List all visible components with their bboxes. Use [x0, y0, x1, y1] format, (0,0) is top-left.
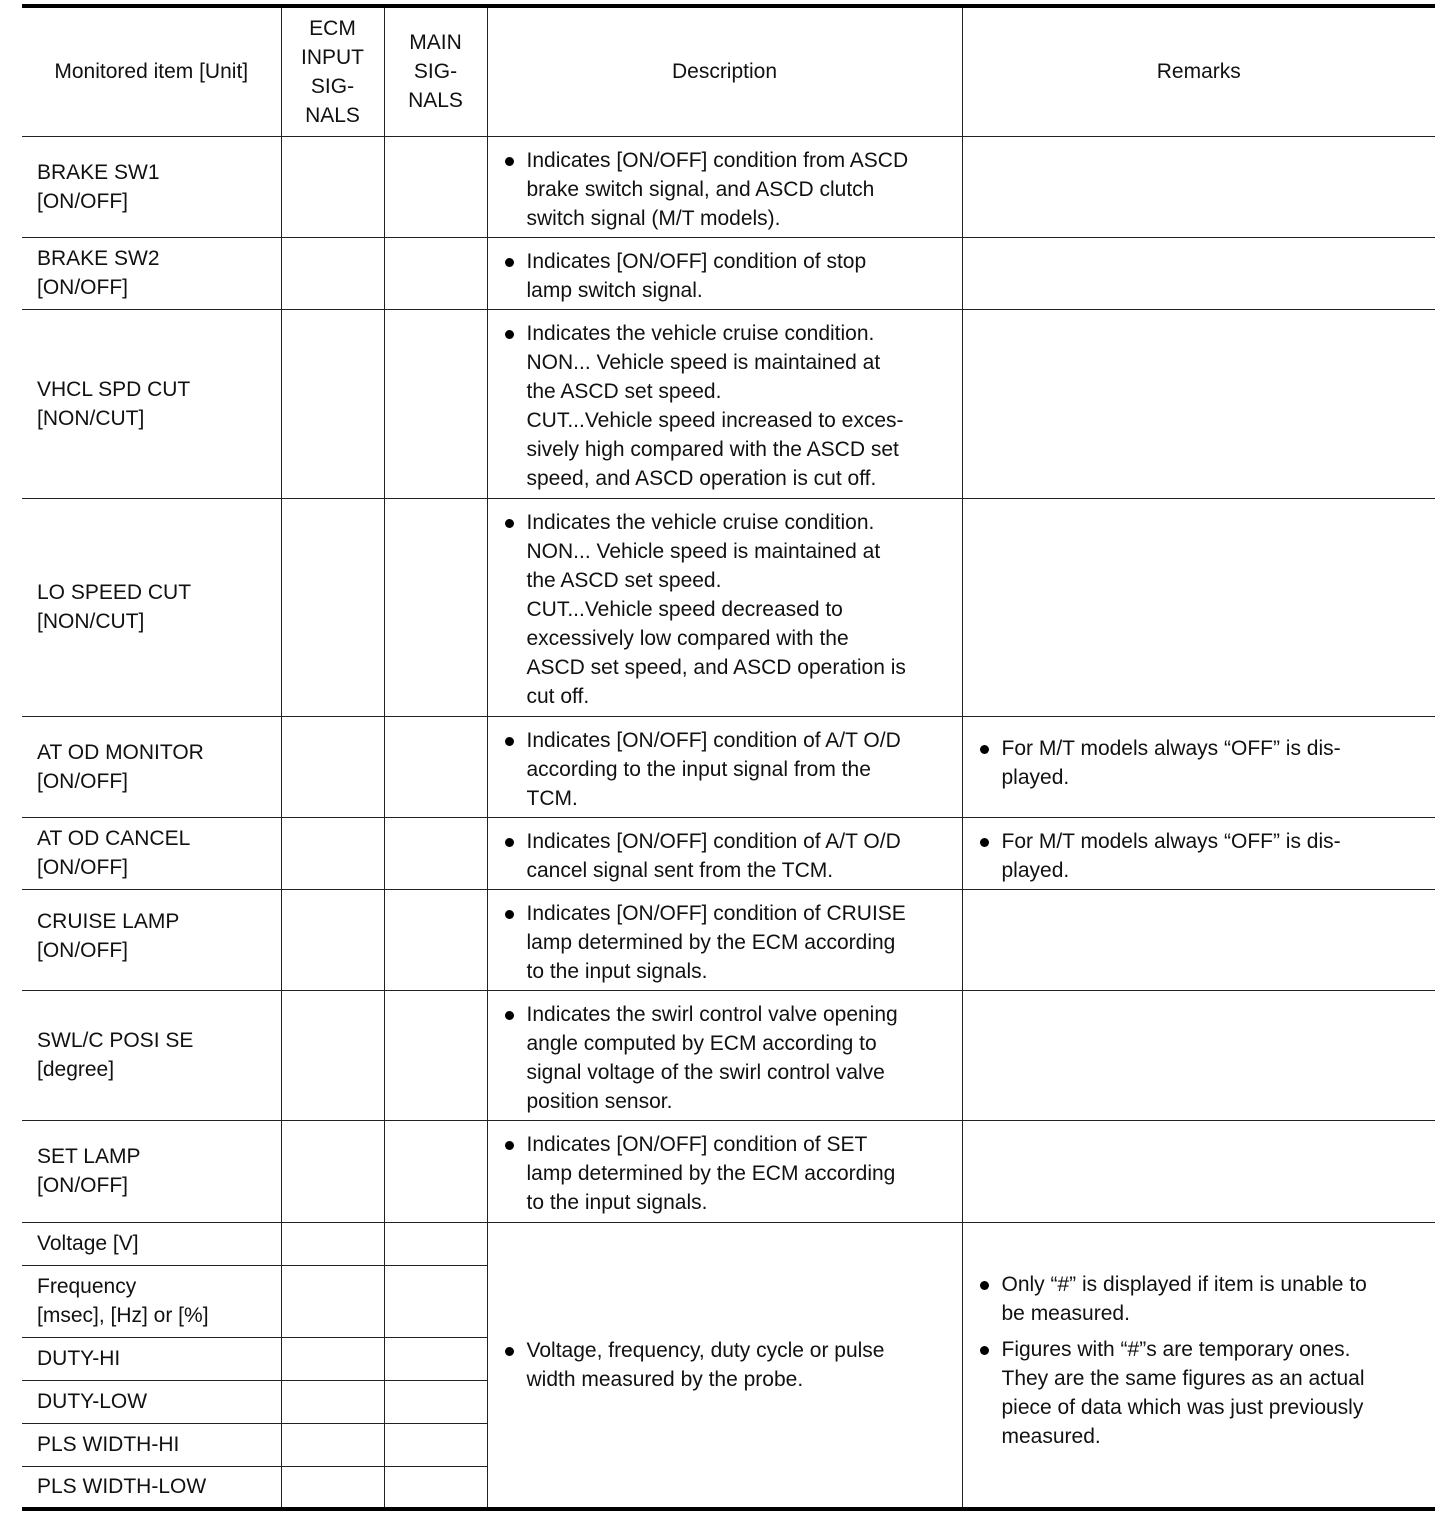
- description-line: the ASCD set speed.: [526, 380, 722, 403]
- monitored-item-name: SWL/C POSI SE: [37, 1029, 194, 1052]
- monitored-item-cell: [22, 1265, 281, 1337]
- remarks-line: Only “#” is displayed if item is unable to: [1001, 1273, 1367, 1297]
- monitored-item-name: VHCL SPD CUT: [37, 377, 191, 401]
- monitored-item-unit: [ON/OFF]: [37, 1174, 128, 1197]
- header-ecm-line: INPUT: [301, 45, 364, 69]
- header-row: [22, 6, 1435, 136]
- ecm-input-signals-cell: [281, 237, 384, 309]
- monitored-item-name: DUTY-HI: [37, 1347, 121, 1370]
- table-row: [22, 498, 1435, 716]
- monitored-item-name: Voltage [V]: [37, 1232, 139, 1255]
- description-cell: [487, 716, 962, 817]
- monitored-item-cell: [22, 817, 281, 889]
- remarks-cell: [962, 136, 1435, 237]
- header-remarks: Remarks: [962, 6, 1435, 136]
- remarks-bullet: [979, 734, 1424, 792]
- remarks-line: Figures with “#”s are temporary ones.: [1001, 1338, 1351, 1362]
- description-line: width measured by the probe.: [526, 1367, 804, 1391]
- main-signals-cell: [384, 716, 487, 817]
- table-row: [22, 237, 1435, 309]
- description-cell: [487, 889, 962, 990]
- header-description: Description: [487, 6, 962, 136]
- ecm-input-signals-cell: [281, 1265, 384, 1337]
- description-bullet: [504, 508, 950, 711]
- header-main-line: NALS: [408, 89, 463, 113]
- table-row: [22, 1222, 1435, 1265]
- ecm-input-signals-cell: [281, 1120, 384, 1222]
- monitored-item-cell: [22, 1380, 281, 1423]
- main-signals-cell: [384, 1380, 487, 1423]
- ecm-input-signals-cell: [281, 1337, 384, 1380]
- probe-remarks-cell: [962, 1222, 1435, 1509]
- monitored-items-table: [22, 4, 1435, 1511]
- description-line: to the input signals.: [526, 959, 708, 983]
- monitored-item-name: DUTY-LOW: [37, 1390, 148, 1413]
- monitored-item-unit: [ON/OFF]: [37, 189, 128, 213]
- remarks-line: measured.: [1001, 1425, 1101, 1449]
- description-bullet: [504, 146, 950, 233]
- remarks-line: piece of data which was just previously: [1001, 1396, 1364, 1420]
- remarks-cell: [962, 817, 1435, 889]
- remarks-cell: [962, 716, 1435, 817]
- main-signals-cell: [384, 309, 487, 498]
- description-line: Indicates [ON/OFF] condition of A/T O/D: [526, 829, 901, 853]
- description-line: angle computed by ECM according to: [526, 1031, 877, 1055]
- description-line: Indicates the swirl control valve opening: [526, 1002, 898, 1026]
- description-line: CUT...Vehicle speed decreased to: [526, 598, 843, 621]
- ecm-input-signals-cell: [281, 1380, 384, 1423]
- monitored-item-cell: [22, 1337, 281, 1380]
- description-line: cancel signal sent from the TCM.: [526, 858, 834, 882]
- ecm-input-signals-cell: [281, 889, 384, 990]
- monitored-item-unit: [ON/OFF]: [37, 276, 128, 299]
- header-monitored-item: Monitored item [Unit]: [22, 6, 281, 136]
- monitored-item-cell: [22, 1222, 281, 1265]
- monitored-item-cell: [22, 309, 281, 498]
- remarks-line: For M/T models always “OFF” is dis-: [1001, 736, 1341, 760]
- header-main-line: MAIN: [409, 31, 462, 55]
- description-cell: [487, 237, 962, 309]
- description-cell: [487, 990, 962, 1120]
- monitored-item-cell: [22, 889, 281, 990]
- remarks-line: For M/T models always “OFF” is dis-: [1001, 829, 1341, 853]
- table-row: [22, 309, 1435, 498]
- monitored-item-cell: [22, 136, 281, 237]
- description-line: Indicates the vehicle cruise condition.: [526, 322, 875, 345]
- description-bullet: [504, 827, 950, 885]
- remarks-cell: [962, 889, 1435, 990]
- description-cell: [487, 1120, 962, 1222]
- monitored-item-name: AT OD MONITOR: [37, 740, 204, 764]
- description-line: sively high compared with the ASCD set: [526, 438, 899, 461]
- description-line: Indicates [ON/OFF] condition of A/T O/D: [526, 728, 901, 752]
- ecm-input-signals-cell: [281, 1466, 384, 1509]
- description-line: NON... Vehicle speed is maintained at: [526, 351, 881, 374]
- remarks-bullet: [979, 1335, 1424, 1451]
- header-main-signals: [384, 6, 487, 136]
- description-line: the ASCD set speed.: [526, 569, 722, 592]
- header-ecm-line: SIG-: [310, 74, 355, 98]
- description-line: Indicates [ON/OFF] condition of CRUISE: [526, 901, 906, 925]
- ecm-input-signals-cell: [281, 990, 384, 1120]
- description-line: Indicates the vehicle cruise condition.: [526, 511, 875, 534]
- table-row: [22, 1120, 1435, 1222]
- monitored-item-name: Frequency: [37, 1275, 137, 1298]
- monitored-item-cell: [22, 1423, 281, 1466]
- description-line: lamp determined by the ECM according: [526, 930, 896, 954]
- main-signals-cell: [384, 817, 487, 889]
- monitored-item-name: SET LAMP: [37, 1145, 141, 1168]
- description-line: Voltage, frequency, duty cycle or pulse: [526, 1338, 885, 1362]
- main-signals-cell: [384, 1120, 487, 1222]
- description-cell: [487, 136, 962, 237]
- description-line: NON... Vehicle speed is maintained at: [526, 540, 881, 563]
- remarks-line: played.: [1001, 765, 1070, 789]
- header-ecm-input-signals: [281, 6, 384, 136]
- monitored-item-unit: [NON/CUT]: [37, 406, 145, 430]
- monitored-item-unit: [msec], [Hz] or [%]: [37, 1304, 209, 1327]
- monitored-item-name: BRAKE SW1: [37, 160, 160, 184]
- ecm-input-signals-cell: [281, 716, 384, 817]
- monitored-item-cell: [22, 716, 281, 817]
- remarks-cell: [962, 309, 1435, 498]
- ecm-input-signals-cell: [281, 498, 384, 716]
- probe-description-cell: [487, 1222, 962, 1509]
- main-signals-cell: [384, 1466, 487, 1509]
- main-signals-cell: [384, 136, 487, 237]
- monitored-item-name: AT OD CANCEL: [37, 827, 191, 850]
- monitored-item-cell: [22, 1466, 281, 1509]
- ecm-input-signals-cell: [281, 1222, 384, 1265]
- monitored-item-name: BRAKE SW2: [37, 247, 160, 270]
- description-bullet: [504, 899, 950, 986]
- remarks-bullet: [979, 827, 1424, 885]
- description-line: lamp switch signal.: [526, 278, 703, 302]
- description-line: switch signal (M/T models).: [526, 206, 781, 230]
- table-row: [22, 817, 1435, 889]
- description-line: Indicates [ON/OFF] condition from ASCD: [526, 148, 909, 172]
- description-line: CUT...Vehicle speed increased to exces-: [526, 409, 904, 432]
- main-signals-cell: [384, 1337, 487, 1380]
- monitored-item-cell: [22, 237, 281, 309]
- main-signals-cell: [384, 498, 487, 716]
- table-row: [22, 136, 1435, 237]
- description-line: speed, and ASCD operation is cut off.: [526, 467, 877, 490]
- main-signals-cell: [384, 1423, 487, 1466]
- monitored-item-name: PLS WIDTH-HI: [37, 1433, 180, 1456]
- remarks-cell: [962, 498, 1435, 716]
- monitored-item-name: CRUISE LAMP: [37, 909, 180, 933]
- description-line: according to the input signal from the: [526, 757, 871, 781]
- main-signals-cell: [384, 889, 487, 990]
- ecm-input-signals-cell: [281, 309, 384, 498]
- monitored-item-unit: [degree]: [37, 1058, 115, 1081]
- remarks-bullet: [979, 1270, 1424, 1328]
- description-cell: [487, 498, 962, 716]
- description-line: TCM.: [526, 786, 578, 810]
- monitored-item-unit: [ON/OFF]: [37, 856, 128, 879]
- main-signals-cell: [384, 237, 487, 309]
- header-ecm-line: NALS: [305, 103, 360, 127]
- monitored-item-cell: [22, 990, 281, 1120]
- remarks-cell: [962, 1120, 1435, 1222]
- description-line: to the input signals.: [526, 1191, 708, 1214]
- monitored-item-unit: [ON/OFF]: [37, 938, 128, 962]
- description-bullet: [504, 726, 950, 813]
- ecm-input-signals-cell: [281, 1423, 384, 1466]
- header-ecm-line: ECM: [309, 16, 356, 40]
- description-bullet: [504, 319, 950, 493]
- description-line: lamp determined by the ECM according: [526, 1162, 896, 1185]
- description-bullet: [504, 1130, 950, 1217]
- table-row: [22, 889, 1435, 990]
- table-row: [22, 990, 1435, 1120]
- table-row: [22, 716, 1435, 817]
- ecm-input-signals-cell: [281, 817, 384, 889]
- header-main-line: SIG-: [413, 60, 458, 84]
- description-line: signal voltage of the swirl control valve: [526, 1060, 885, 1084]
- monitored-item-unit: [NON/CUT]: [37, 610, 145, 633]
- description-line: Indicates [ON/OFF] condition of stop: [526, 249, 867, 273]
- remarks-cell: [962, 990, 1435, 1120]
- monitored-item-name: LO SPEED CUT: [37, 581, 192, 604]
- description-line: ASCD set speed, and ASCD operation is: [526, 656, 906, 679]
- monitored-item-unit: [ON/OFF]: [37, 769, 128, 793]
- description-bullet: [504, 247, 950, 305]
- remarks-line: played.: [1001, 858, 1070, 882]
- description-line: position sensor.: [526, 1089, 673, 1113]
- monitored-item-cell: [22, 1120, 281, 1222]
- main-signals-cell: [384, 990, 487, 1120]
- remarks-line: be measured.: [1001, 1302, 1130, 1326]
- description-line: brake switch signal, and ASCD clutch: [526, 177, 875, 201]
- description-bullet: [504, 1000, 950, 1116]
- description-line: cut off.: [526, 685, 590, 708]
- main-signals-cell: [384, 1265, 487, 1337]
- monitored-item-name: PLS WIDTH-LOW: [37, 1475, 207, 1499]
- description-cell: [487, 309, 962, 498]
- remarks-line: They are the same figures as an actual: [1001, 1367, 1365, 1391]
- remarks-cell: [962, 237, 1435, 309]
- description-cell: [487, 817, 962, 889]
- description-bullet: [504, 1336, 950, 1394]
- description-line: Indicates [ON/OFF] condition of SET: [526, 1133, 868, 1156]
- ecm-input-signals-cell: [281, 136, 384, 237]
- main-signals-cell: [384, 1222, 487, 1265]
- monitored-item-cell: [22, 498, 281, 716]
- description-line: excessively low compared with the: [526, 627, 849, 650]
